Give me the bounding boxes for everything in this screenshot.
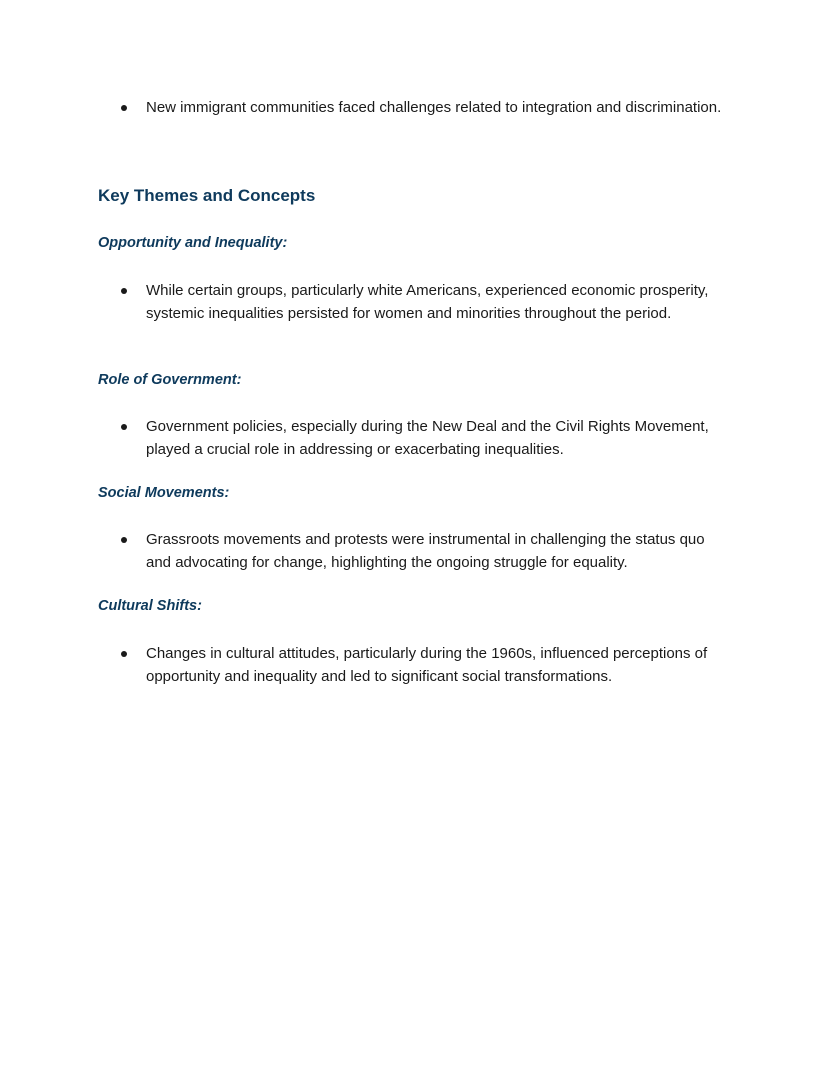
list-item bbox=[0, 96, 726, 119]
list-item bbox=[0, 642, 726, 688]
bullet-text: New immigrant communities faced challenges related to integration and discrimination. bbox=[146, 99, 722, 116]
list-item bbox=[0, 279, 726, 325]
bullet-list-social-movements bbox=[0, 528, 828, 574]
intro-bullet-list bbox=[0, 96, 828, 119]
bullet-text: Grassroots movements and protests were instrumental in challenging the status quo and advocating for change, highlighting the ongoing struggle for equality. bbox=[146, 531, 705, 571]
bullet-text: Government policies, especially during the New Deal and the Civil Rights Movement, played a crucial role in addressing or exacerbating inequalities. bbox=[146, 418, 709, 458]
subsection-title-cultural-shifts: Cultural Shifts: bbox=[98, 598, 202, 614]
bullet-icon bbox=[121, 105, 127, 111]
bullet-icon bbox=[121, 424, 127, 430]
subsection-title-government: Role of Government: bbox=[98, 372, 242, 388]
subsection-title-social-movements: Social Movements: bbox=[98, 485, 230, 501]
section-heading: Key Themes and Concepts bbox=[98, 186, 316, 205]
bullet-list-government bbox=[0, 415, 828, 461]
list-item bbox=[0, 528, 726, 574]
bullet-icon bbox=[121, 288, 127, 294]
list-item bbox=[0, 415, 726, 461]
bullet-list-cultural-shifts bbox=[0, 642, 828, 688]
bullet-icon bbox=[121, 537, 127, 543]
bullet-text: Changes in cultural attitudes, particularly during the 1960s, influenced perceptions of opportunity and inequality and led to significant social transformations. bbox=[146, 645, 708, 685]
bullet-icon bbox=[121, 651, 127, 657]
subsection-title-opportunity: Opportunity and Inequality: bbox=[98, 235, 288, 251]
bullet-text: While certain groups, particularly white Americans, experienced economic prosperity, systemic inequalities persisted for women and minorities throughout the period. bbox=[146, 282, 709, 322]
bullet-list-opportunity bbox=[0, 279, 828, 325]
